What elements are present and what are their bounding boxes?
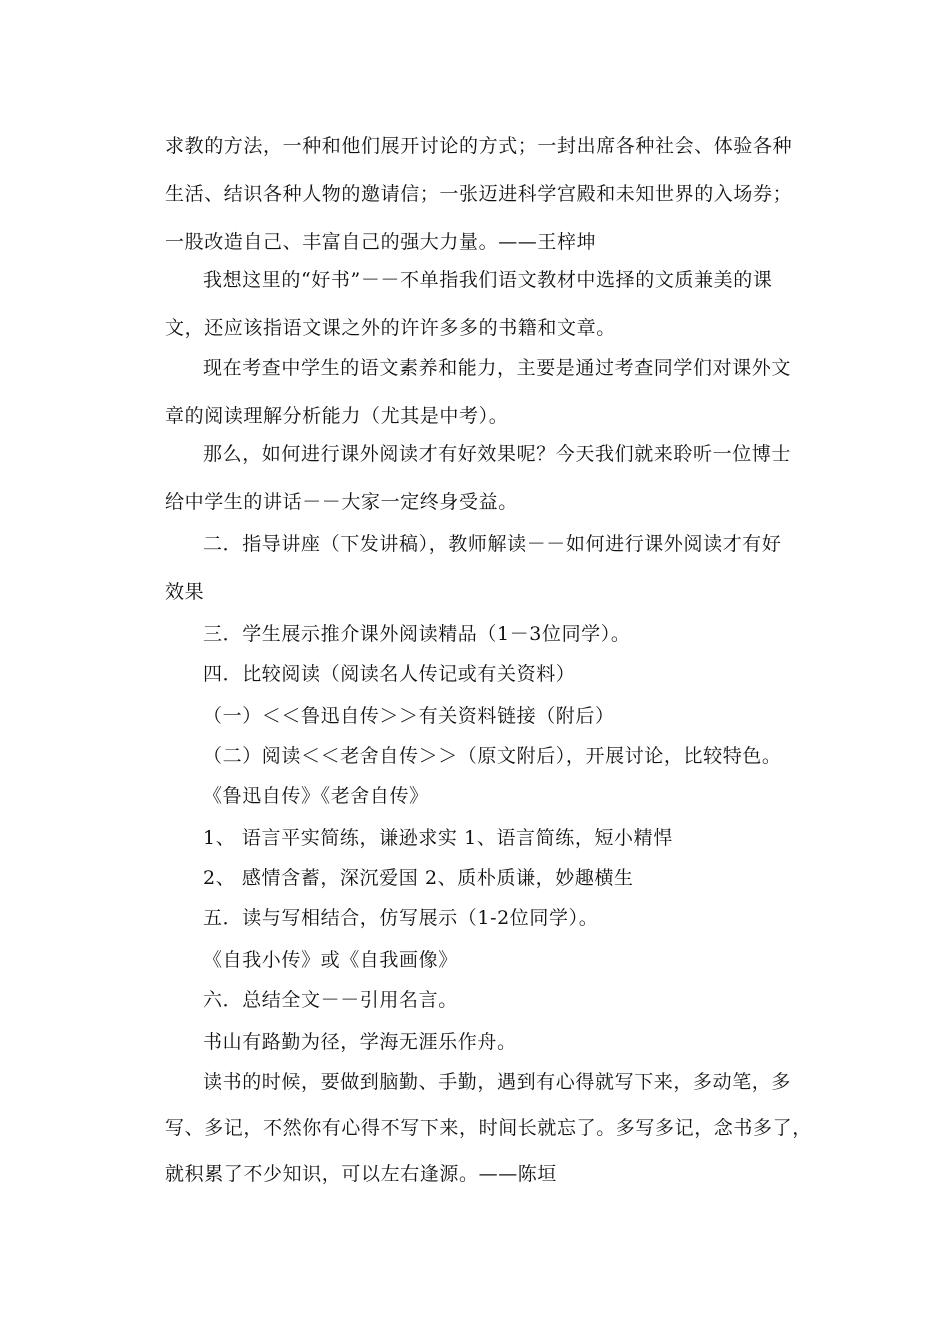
paragraph-line: 书山有路勤为径，学海无涯乐作舟。 [203, 1031, 517, 1053]
paragraph-line: （一）＜＜鲁迅自传＞＞有关资料链接（附后） [203, 705, 615, 727]
paragraph-line: 求教的方法，一种和他们展开讨论的方式；一封出席各种社会、体验各种 [165, 135, 793, 157]
paragraph-line: 效果 [165, 581, 205, 603]
paragraph-line: 六．总结全文－－引用名言。 [203, 989, 458, 1011]
paragraph-line: 四．比较阅读（阅读名人传记或有关资料） [203, 663, 576, 685]
paragraph-line: 章的阅读理解分析能力（尤其是中考）。 [165, 405, 509, 427]
paragraph-line: 文，还应该指语文课之外的许许多多的书籍和文章。 [165, 317, 616, 339]
paragraph-line: 2、 感情含蓄，深沉爱国 2、质朴质谦，妙趣横生 [203, 867, 634, 889]
paragraph-line: 那么，如何进行课外阅读才有好效果呢？今天我们就来聆听一位博士 [203, 443, 792, 465]
paragraph-line: 我想这里的“好书”－－不单指我们语文教材中选择的文质兼美的课 [203, 269, 773, 291]
paragraph-line: 三．学生展示推介课外阅读精品（1－3位同学）。 [203, 623, 631, 645]
paragraph-line: 就积累了不少知识，可以左右逢源。——陈垣 [165, 1163, 558, 1185]
paragraph-line: 读书的时候，要做到脑勤、手勤，遇到有心得就写下来，多动笔，多 [203, 1071, 792, 1093]
paragraph-line: 二．指导讲座（下发讲稿），教师解读－－如何进行课外阅读才有好 [203, 533, 782, 555]
paragraph-line: 《自我小传》或《自我画像》 [203, 949, 458, 971]
paragraph-line: 给中学生的讲话－－大家一定终身受益。 [165, 491, 518, 513]
paragraph-line: 生活、结识各种人物的邀请信；一张迈进科学宫殿和未知世界的入场券； [165, 183, 793, 205]
paragraph-line: 一股改造自己、丰富自己的强大力量。——王梓坤 [165, 231, 597, 253]
paragraph-line: 《鲁迅自传》《老舍自传》 [203, 785, 429, 807]
paragraph-line: 写、多记，不然你有心得不写下来，时间长就忘了。多写多记，念书多了， [165, 1117, 812, 1139]
paragraph-line: 1、 语言平实简练，谦逊求实 1、语言简练，短小精悍 [203, 827, 673, 849]
paragraph-line: （二）阅读＜＜老舍自传＞＞（原文附后），开展讨论，比较特色。 [203, 745, 782, 767]
paragraph-line: 现在考查中学生的语文素养和能力，主要是通过考查同学们对课外文 [203, 357, 792, 379]
paragraph-line: 五．读与写相结合，仿写展示（1-2位同学）。 [203, 907, 599, 929]
